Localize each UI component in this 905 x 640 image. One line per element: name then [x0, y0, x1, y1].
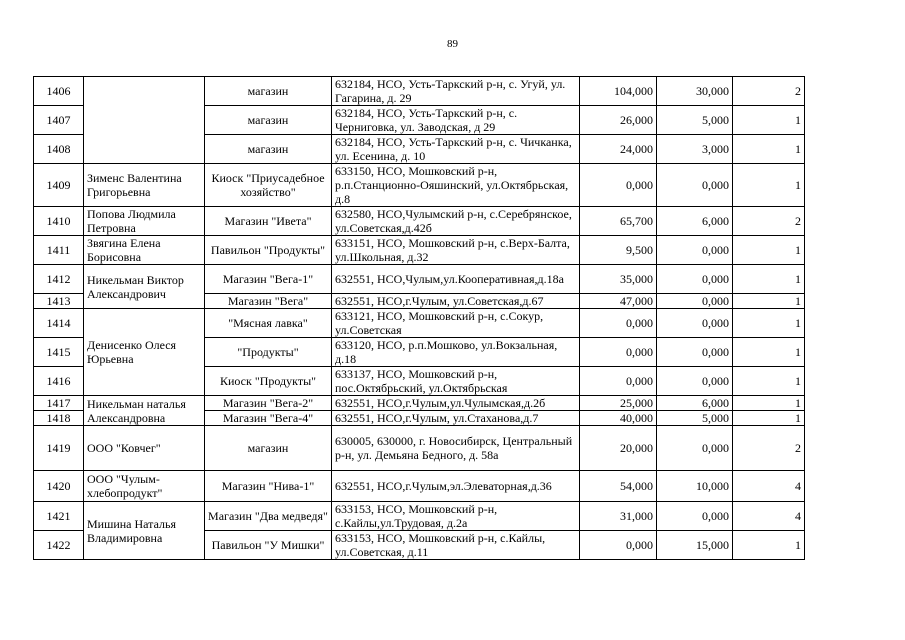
- row-number: 1406: [34, 77, 84, 106]
- object-address: 633137, НСО, Мошковский р-н, пос.Октябрьский, ул.Октябрьская: [332, 367, 580, 396]
- object-type: Магазин "Вега-1": [205, 265, 332, 294]
- object-address: 632551, НСО,г.Чулым,ул.Чулымская,д.2б: [332, 396, 580, 411]
- object-address: 633151, НСО, Мошковский р-н, с.Верх-Балта, ул.Школьная, д.32: [332, 236, 580, 265]
- row-number: 1413: [34, 294, 84, 309]
- row-number: 1417: [34, 396, 84, 411]
- value-area-total: 20,000: [580, 426, 657, 471]
- object-type: магазин: [205, 106, 332, 135]
- value-area-trade: 3,000: [657, 135, 733, 164]
- object-type: "Продукты": [205, 338, 332, 367]
- value-area-total: 31,000: [580, 502, 657, 531]
- value-area-total: 26,000: [580, 106, 657, 135]
- value-count: 1: [733, 338, 805, 367]
- table-row: [34, 309, 805, 338]
- table-row: [34, 502, 805, 531]
- object-address: 632551, НСО,г.Чулым, ул.Советская,д.67: [332, 294, 580, 309]
- row-number: 1414: [34, 309, 84, 338]
- object-type: Киоск "Продукты": [205, 367, 332, 396]
- row-number: 1420: [34, 471, 84, 502]
- row-number: 1412: [34, 265, 84, 294]
- object-type: Павильон "Продукты": [205, 236, 332, 265]
- value-area-total: 0,000: [580, 164, 657, 207]
- object-address: 632184, НСО, Усть-Таркский р-н, с. Угуй, ул. Гагарина, д. 29: [332, 77, 580, 106]
- value-area-total: 0,000: [580, 531, 657, 560]
- value-area-trade: 6,000: [657, 207, 733, 236]
- object-type: магазин: [205, 77, 332, 106]
- table-row: [34, 207, 805, 236]
- object-type: магазин: [205, 426, 332, 471]
- object-address: 632184, НСО, Усть-Таркский р-н, с. Черниговка, ул. Заводская, д 29: [332, 106, 580, 135]
- table-row: [34, 236, 805, 265]
- table-row: [34, 265, 805, 294]
- owner-name: Никельман Виктор Александрович: [84, 265, 205, 309]
- value-area-total: 0,000: [580, 338, 657, 367]
- page-number: 89: [447, 38, 458, 50]
- value-count: 4: [733, 471, 805, 502]
- value-area-trade: 5,000: [657, 411, 733, 426]
- value-count: 1: [733, 531, 805, 560]
- value-count: 2: [733, 77, 805, 106]
- object-type: "Мясная лавка": [205, 309, 332, 338]
- value-area-trade: 0,000: [657, 502, 733, 531]
- value-area-total: 104,000: [580, 77, 657, 106]
- value-count: 2: [733, 207, 805, 236]
- object-type: Магазин "Ивета": [205, 207, 332, 236]
- table-row: [34, 77, 805, 106]
- value-area-trade: 5,000: [657, 106, 733, 135]
- value-area-trade: 0,000: [657, 294, 733, 309]
- value-area-total: 54,000: [580, 471, 657, 502]
- row-number: 1408: [34, 135, 84, 164]
- value-area-trade: 0,000: [657, 338, 733, 367]
- object-type: Магазин "Вега-2": [205, 396, 332, 411]
- value-area-trade: 0,000: [657, 265, 733, 294]
- value-area-total: 0,000: [580, 367, 657, 396]
- row-number: 1415: [34, 338, 84, 367]
- object-type: Магазин "Вега": [205, 294, 332, 309]
- object-type: Магазин "Два медведя": [205, 502, 332, 531]
- row-number: 1409: [34, 164, 84, 207]
- value-count: 1: [733, 309, 805, 338]
- owner-name: [84, 77, 205, 164]
- value-area-total: 47,000: [580, 294, 657, 309]
- object-type: Киоск "Приусадебное хозяйство": [205, 164, 332, 207]
- owner-name: Зименс Валентина Григорьевна: [84, 164, 205, 207]
- value-area-total: 35,000: [580, 265, 657, 294]
- value-area-total: 65,700: [580, 207, 657, 236]
- value-area-trade: 0,000: [657, 426, 733, 471]
- row-number: 1407: [34, 106, 84, 135]
- object-address: 630005, 630000, г. Новосибирск, Центральный р-н, ул. Демьяна Бедного, д. 58а: [332, 426, 580, 471]
- value-area-total: 40,000: [580, 411, 657, 426]
- object-address: 633150, НСО, Мошковский р-н, р.п.Станционно-Ояшинский, ул.Октябрьская, д.8: [332, 164, 580, 207]
- value-area-trade: 0,000: [657, 236, 733, 265]
- value-count: 1: [733, 411, 805, 426]
- value-area-total: 25,000: [580, 396, 657, 411]
- owner-name: ООО "Ковчег": [84, 426, 205, 471]
- owner-name: Денисенко Олеся Юрьевна: [84, 309, 205, 396]
- value-count: 1: [733, 265, 805, 294]
- value-area-trade: 0,000: [657, 367, 733, 396]
- value-area-trade: 10,000: [657, 471, 733, 502]
- object-address: 633153, НСО, Мошковский р-н, с.Кайлы,ул.Трудовая, д.2а: [332, 502, 580, 531]
- table-row: [34, 164, 805, 207]
- object-type: магазин: [205, 135, 332, 164]
- value-count: 2: [733, 426, 805, 471]
- registry-table: [33, 76, 805, 560]
- value-count: 1: [733, 106, 805, 135]
- owner-name: Мишина Наталья Владимировна: [84, 502, 205, 560]
- object-address: 633153, НСО, Мошковский р-н, с.Кайлы, ул.Советская, д.11: [332, 531, 580, 560]
- row-number: 1416: [34, 367, 84, 396]
- object-type: Магазин "Нива-1": [205, 471, 332, 502]
- table-row: [34, 396, 805, 411]
- value-area-trade: 0,000: [657, 309, 733, 338]
- value-area-trade: 6,000: [657, 396, 733, 411]
- object-type: Павильон "У Мишки": [205, 531, 332, 560]
- object-address: 632580, НСО,Чулымский р-н, с.Серебрянское, ул.Советская,д.42б: [332, 207, 580, 236]
- row-number: 1421: [34, 502, 84, 531]
- value-count: 1: [733, 294, 805, 309]
- object-address: 632551, НСО,Чулым,ул.Кооперативная,д.18а: [332, 265, 580, 294]
- table-row: [34, 471, 805, 502]
- owner-name: Никельман наталья Александровна: [84, 396, 205, 426]
- object-address: 633120, НСО, р.п.Мошково, ул.Вокзальная, д.18: [332, 338, 580, 367]
- object-address: 632551, НСО,г.Чулым, ул.Стаханова,д.7: [332, 411, 580, 426]
- row-number: 1418: [34, 411, 84, 426]
- object-address: 632184, НСО, Усть-Таркский р-н, с. Чичканка, ул. Есенина, д. 10: [332, 135, 580, 164]
- value-area-trade: 0,000: [657, 164, 733, 207]
- row-number: 1419: [34, 426, 84, 471]
- value-area-trade: 30,000: [657, 77, 733, 106]
- value-area-total: 24,000: [580, 135, 657, 164]
- row-number: 1411: [34, 236, 84, 265]
- value-area-trade: 15,000: [657, 531, 733, 560]
- owner-name: Звягина Елена Борисовна: [84, 236, 205, 265]
- owner-name: ООО "Чулым-хлебопродукт": [84, 471, 205, 502]
- value-count: 1: [733, 367, 805, 396]
- value-area-total: 0,000: [580, 309, 657, 338]
- object-type: Магазин "Вега-4": [205, 411, 332, 426]
- value-count: 1: [733, 396, 805, 411]
- row-number: 1422: [34, 531, 84, 560]
- value-count: 1: [733, 236, 805, 265]
- value-count: 1: [733, 135, 805, 164]
- table-row: [34, 426, 805, 471]
- value-count: 1: [733, 164, 805, 207]
- object-address: 633121, НСО, Мошковский р-н, с.Сокур, ул.Советская: [332, 309, 580, 338]
- owner-name: Попова Людмила Петровна: [84, 207, 205, 236]
- object-address: 632551, НСО,г.Чулым,эл.Элеваторная,д.36: [332, 471, 580, 502]
- row-number: 1410: [34, 207, 84, 236]
- value-count: 4: [733, 502, 805, 531]
- value-area-total: 9,500: [580, 236, 657, 265]
